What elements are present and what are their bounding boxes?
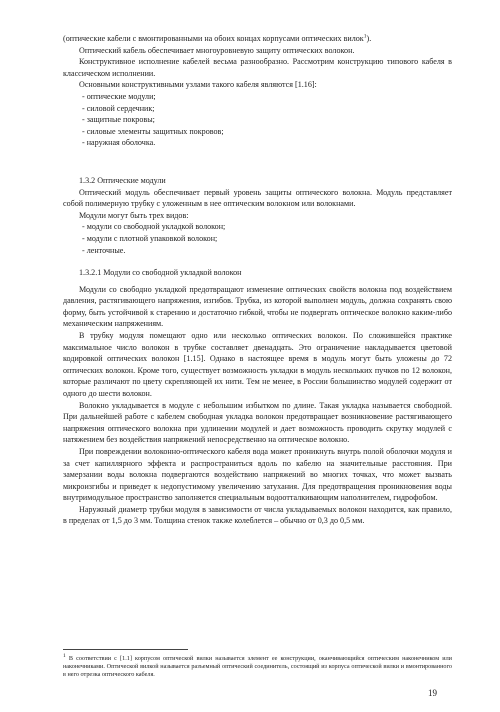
footnote-ref: 1 [363,33,367,40]
paragraph: Модули со свободно укладкой предотвращают изменение оптических свойств волокна под воздействием давления, растягивающего напряжения, изгибов. Трубка, из которой выполнен модуль, должна сохранять свою форму, быть устойчивой к старению и достаточно гибкой, чтобы не подвергать оптическое волокно каким-либо механическим напряжениям. [63,284,452,329]
continuation-paragraph: (оптические кабели с вмонтированными на обоих концах корпусами оптических вилок$^1$). [63,33,372,43]
list-item: - силовой сердечник; [82,103,155,113]
list-item: - модули со свободной укладкой волокон; [82,222,226,232]
footnote-text: В соответствии с [1.1] корпусом оптической вилки называется элемент ее конструкции, оканчивающийся оптическим наконечником или наконечниками. Оптической вилкой называется разъемный оптический соединитель, состоящий из корпуса оптической вилки и вмонтированного в него отрезка оптического кабеля. [63,655,452,679]
paragraph: В трубку модуля помещают одно или несколько оптических волокон. По сложившейся практике максимальное число волокон в трубке составляет двенадцать. Это ограничение накладывается цветовой кодировкой оптических волокон [1.15]. Однако в настоящее время в модуль могут быть уложены до 72 оптических волокон. Кроме того, существует возможность укладки в модуль нескольких пучков по 12 волокон, которые различают по цвету скрепляющей их нити. Тем не менее, в России большинство модулей содержит от одного до шести волокон. [63,330,452,398]
section-1-3-2-1 [63,267,452,527]
footnote-divider [63,649,188,650]
list-item: - ленточные. [82,245,126,255]
intro-block [63,33,452,149]
paragraph: Конструктивное исполнение кабелей весьма разнообразно. Рассмотрим конструкцию типового кабеля в классическом исполнении. [63,57,452,78]
section-heading: 1.3.2 Оптические модули [79,176,166,185]
list-item: - защитные покровы; [82,115,155,125]
paragraph: Наружный диаметр трубки модуля в зависимости от числа укладываемых волокон находится, как правило, в пределах от 1,5 до 3 мм. Толщина стенок также колеблется – обычно от 0,3 до 0,5 мм. [63,504,452,526]
paragraph: Оптический кабель обеспечивает многоуровневую защиту оптических волокон. [79,45,355,55]
footnote-marker: 1 [63,652,66,659]
page-number: 19 [428,688,437,698]
list-item: - наружная оболочка. [82,138,156,148]
section-heading: 1.3.2.1 Модули со свободной укладкой волокон [79,268,242,277]
paragraph: Основными конструктивными узлами такого кабеля являются [1.16]: [79,80,317,90]
paragraph: Модули могут быть трех видов: [79,210,189,220]
footnote [63,652,452,680]
list-item: - модули с плотной упаковкой волокон; [82,233,218,243]
paragraph: Волокно укладывается в модуле с небольшим избытком по длине. Такая укладка называется свободной. При дальнейшей работе с кабелем свободная укладка волокон предотвращает возникновение растягивающего напряжения оптического волокна при удлинении модулей и дает возможность проводить скрутку модулей с натяжением без воздействия напряжений непосредственно на оптическое волокно. [63,400,452,445]
paragraph: При повреждении волоконно-оптического кабеля вода может проникнуть внутрь полой оболочки модуля и за счет капиллярного эффекта и распространиться вдоль по кабелю на значительные расстояния. При замерзании воды волокна подвергаются воздействию напряжений во многих точках, что может вызвать микроизгибы и приведет к недопустимому увеличению затухания. Для предотвращения проникновения воды внутримодульное пространство заполняется специальным водоотталкивающим наполнителем, гидрофобом. [63,446,452,503]
paragraph: Оптический модуль обеспечивает первый уровень защиты оптического волокна. Модуль представляет собой полимерную трубку с уложенным в нее оптическим волокном или волокнами. [63,187,452,209]
list-item: - оптические модули; [82,91,156,101]
list-item: - силовые элементы защитных покровов; [82,126,224,136]
section-1-3-2 [63,175,452,256]
